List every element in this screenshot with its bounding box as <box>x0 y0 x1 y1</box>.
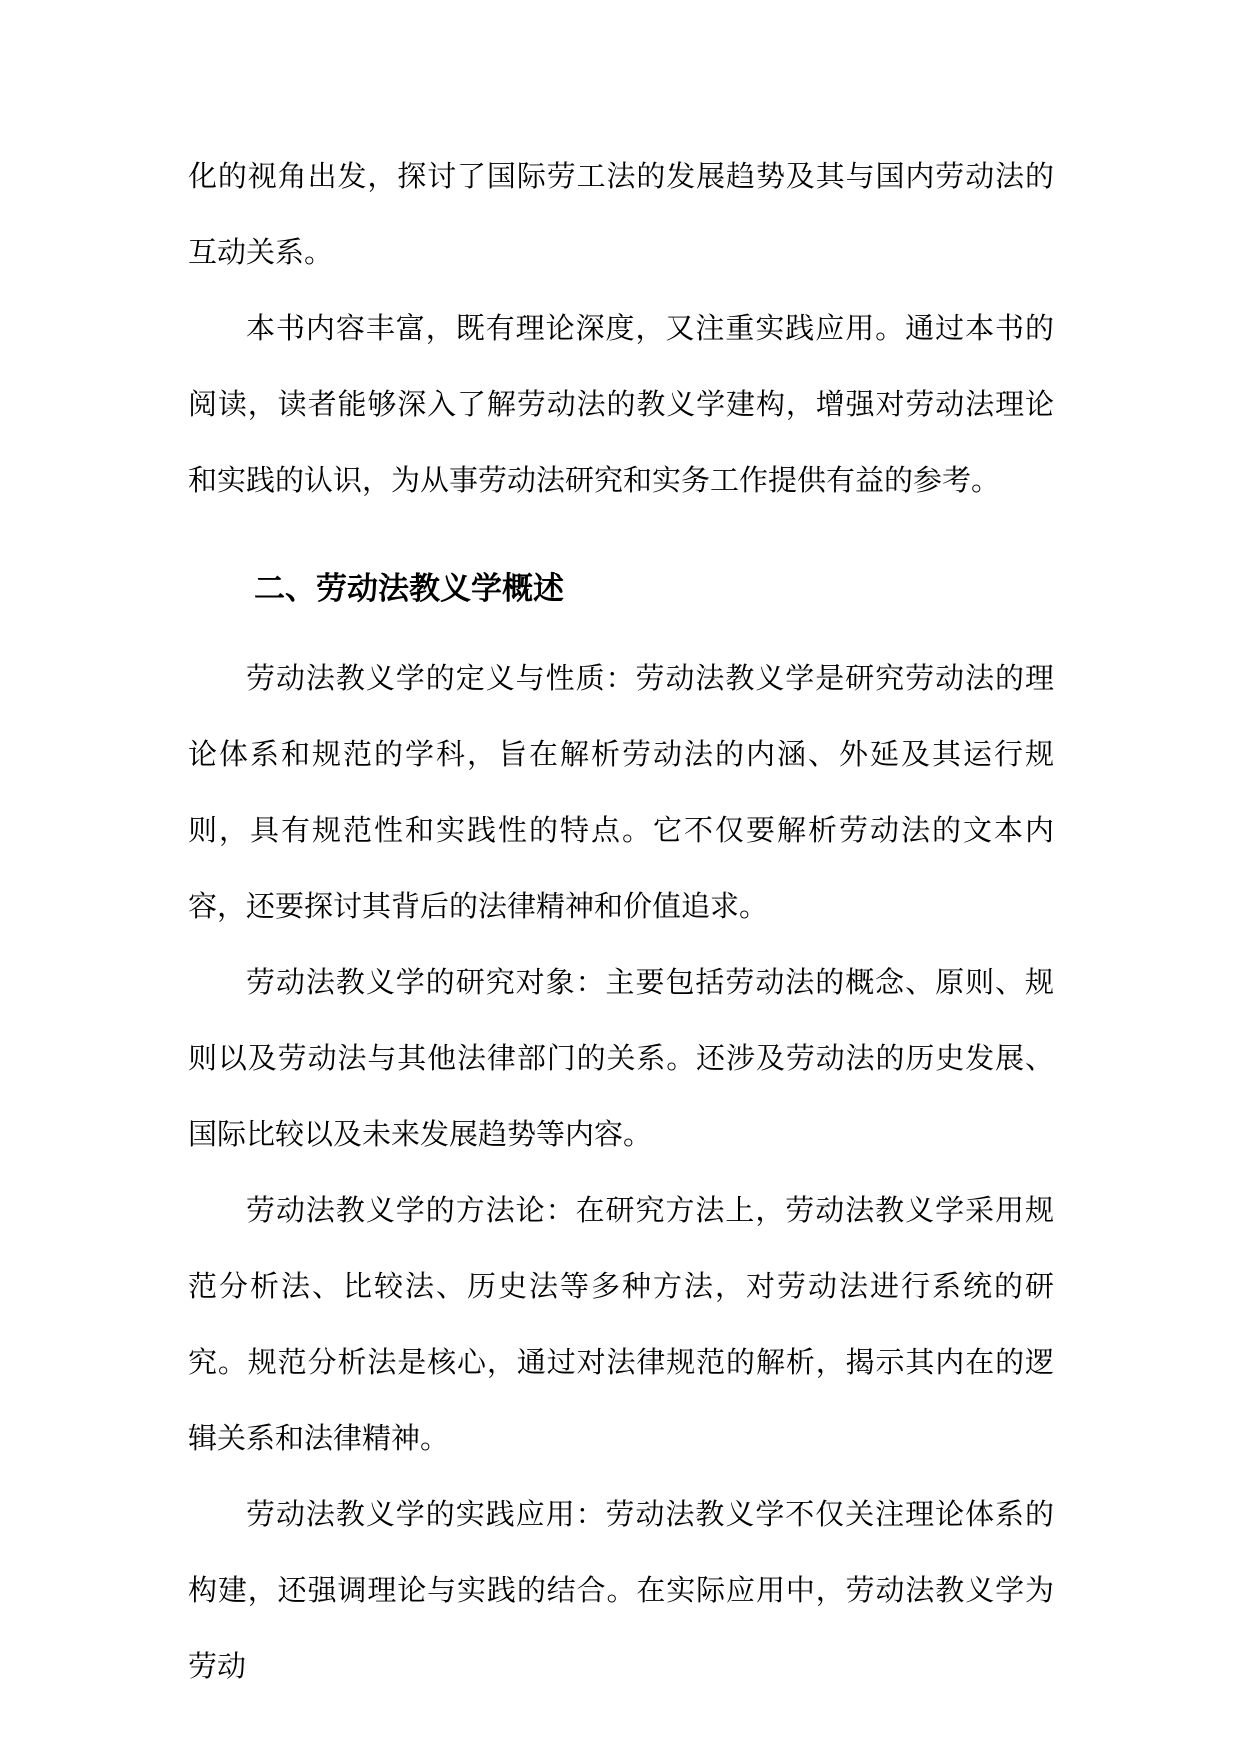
paragraph-practice: 劳动法教义学的实践应用：劳动法教义学不仅关注理论体系的构建，还强调理论与实践的结合。在实际应用中，劳动法教义学为劳动 <box>188 1497 1054 1683</box>
paragraph-continuation: 化的视角出发，探讨了国际劳工法的发展趋势及其与国内劳动法的互动关系。 <box>188 159 1054 269</box>
paragraph-methodology: 劳动法教义学的方法论：在研究方法上，劳动法教义学采用规范分析法、比较法、历史法等多种方法，对劳动法进行系统的研究。规范分析法是核心，通过对法律规范的解析，揭示其内在的逻辑关系和法律精神。 <box>188 1193 1054 1455</box>
paragraph-research-object: 劳动法教义学的研究对象：主要包括劳动法的概念、原则、规则以及劳动法与其他法律部门的关系。还涉及劳动法的历史发展、国际比较以及未来发展趋势等内容。 <box>188 965 1054 1151</box>
document-body <box>188 138 1054 1704</box>
paragraph-book-summary: 本书内容丰富，既有理论深度，又注重实践应用。通过本书的阅读，读者能够深入了解劳动法的教义学建构，增强对劳动法理论和实践的认识，为从事劳动法研究和实务工作提供有益的参考。 <box>188 311 1054 497</box>
section-heading: 二、劳动法教义学概述 <box>254 571 564 607</box>
paragraph-definition: 劳动法教义学的定义与性质：劳动法教义学是研究劳动法的理论体系和规范的学科，旨在解析劳动法的内涵、外延及其运行规则，具有规范性和实践性的特点。它不仅要解析劳动法的文本内容，还要探讨其背后的法律精神和价值追求。 <box>188 661 1054 923</box>
